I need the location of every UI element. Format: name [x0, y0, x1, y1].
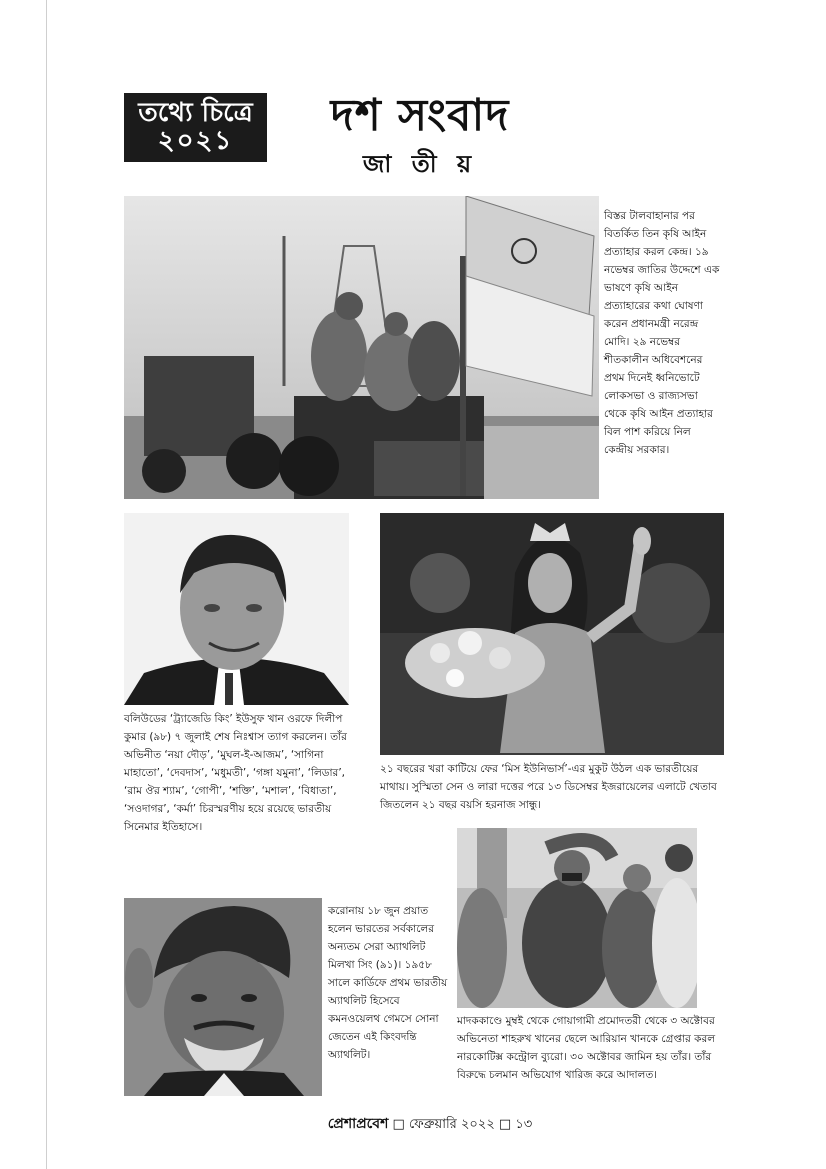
dilip-kumar-caption: বলিউডের ‘ট্র্যাজেডি কিং’ ইউসুফ খান ওরফে দিলীপ কুমার (৯৮) ৭ জুলাই শেষ নিঃশ্বাস ত্যাগ করলেন। তাঁর অভিনীত ‘নয়া দৌড়’, ‘মুঘল-ই-আজম’, ‘সাগিনা মাহাতো’, ‘দেবদাস’, ‘মধুমতী’, ‘গঙ্গা যমুনা’, ‘লিডার’, ‘রাম ঔর শ্যাম’, ‘গোপী’, ‘শক্তি’, ‘মশাল’, ‘বিধাতা’, ‘সওদাগর’, ‘কর্মা’ চিরস্মরণীয় হয়ে রয়েছে ভারতীয় সিনেমার ইতিহাসে। — [124, 713, 347, 833]
farm-laws-caption: বিস্তর টালবাহানার পর বিতর্কিত তিন কৃষি আইন প্রত্যাহার করল কেন্দ্র। ১৯ নভেম্বর জাতির উদ্দেশে এক ভাষণে কৃষি আইন প্রত্যাহারের কথা ঘোষণা করেন প্রধানমন্ত্রী নরেন্দ্র মোদি। ২৯ নভেম্বর শীতকালীন অধিবেশনের প্রথম দিনেই ধ্বনিভোটে লোকসভা ও রাজ্যসভা থেকে কৃষি আইন প্রত্যাহার বিল পাশ করিয়ে নিল কেন্দ্রীয় সরকার। — [604, 210, 720, 456]
page-title: দশ সংবাদ — [330, 90, 510, 141]
footer-separator: □ — [498, 1117, 512, 1132]
magazine-name: প্রেশাপ্রবেশ — [327, 1116, 389, 1132]
dilip-kumar-photo — [124, 513, 349, 705]
year-badge — [124, 93, 267, 162]
aryan-khan-caption: মাদককাণ্ডে মুম্বই থেকে গোয়াগামী প্রমোদতরী থেকে ৩ অক্টোবর অভিনেতা শাহরুখ খানের ছেলে আরিয়ান খানকে গ্রেপ্তার করল নারকোটিক্স কন্ট্রোল ব্যুরো। ৩০ অক্টোবর জামিন হয় তাঁর। তাঁর বিরুদ্ধে চলমান অভিযোগ খারিজ করে আদালত। — [457, 1015, 716, 1081]
badge-year: ২০২১ — [157, 125, 234, 156]
badge-line-1: তথ্যে চিত্রে — [138, 98, 253, 129]
miss-universe-photo — [380, 513, 724, 755]
issue-month: ফেব্রুয়ারি ২০২২ — [408, 1117, 495, 1132]
milkha-singh-caption: করোনায় ১৮ জুন প্রয়াত হলেন ভারতের সর্বকালের অন্যতম সেরা অ্যাথলিট মিলখা সিং (৯১)। ১৯৫৮ সালে কার্ডিফে প্রথম ভারতীয় অ্যাথলিট হিসেবে কমনওয়েলথ গেমসে সোনা জেতেন এই কিংবদন্তি অ্যাথলিট। — [328, 905, 448, 1061]
miss-universe-caption: ২১ বছরের খরা কাটিয়ে ফের ‘মিস ইউনিভার্স’-এর মুকুট উঠল এক ভারতীয়ের মাথায়। সুস্মিতা সেন ও লারা দত্তের পরে ১৩ ডিসেম্বর ইজরায়েলের এলাটে খেতাব জিতলেন ২১ বছর বয়সি হরনাজ সান্ধু। — [380, 763, 717, 811]
aryan-khan-photo — [457, 828, 697, 1008]
section-title: জা তী য় — [362, 150, 478, 178]
farmers-protest-photo — [124, 196, 599, 499]
page-number: ১৩ — [515, 1117, 533, 1132]
page-margin-line — [46, 0, 47, 1169]
footer-separator: □ — [392, 1117, 405, 1132]
milkha-singh-photo — [124, 898, 322, 1096]
page-footer — [300, 1112, 560, 1136]
